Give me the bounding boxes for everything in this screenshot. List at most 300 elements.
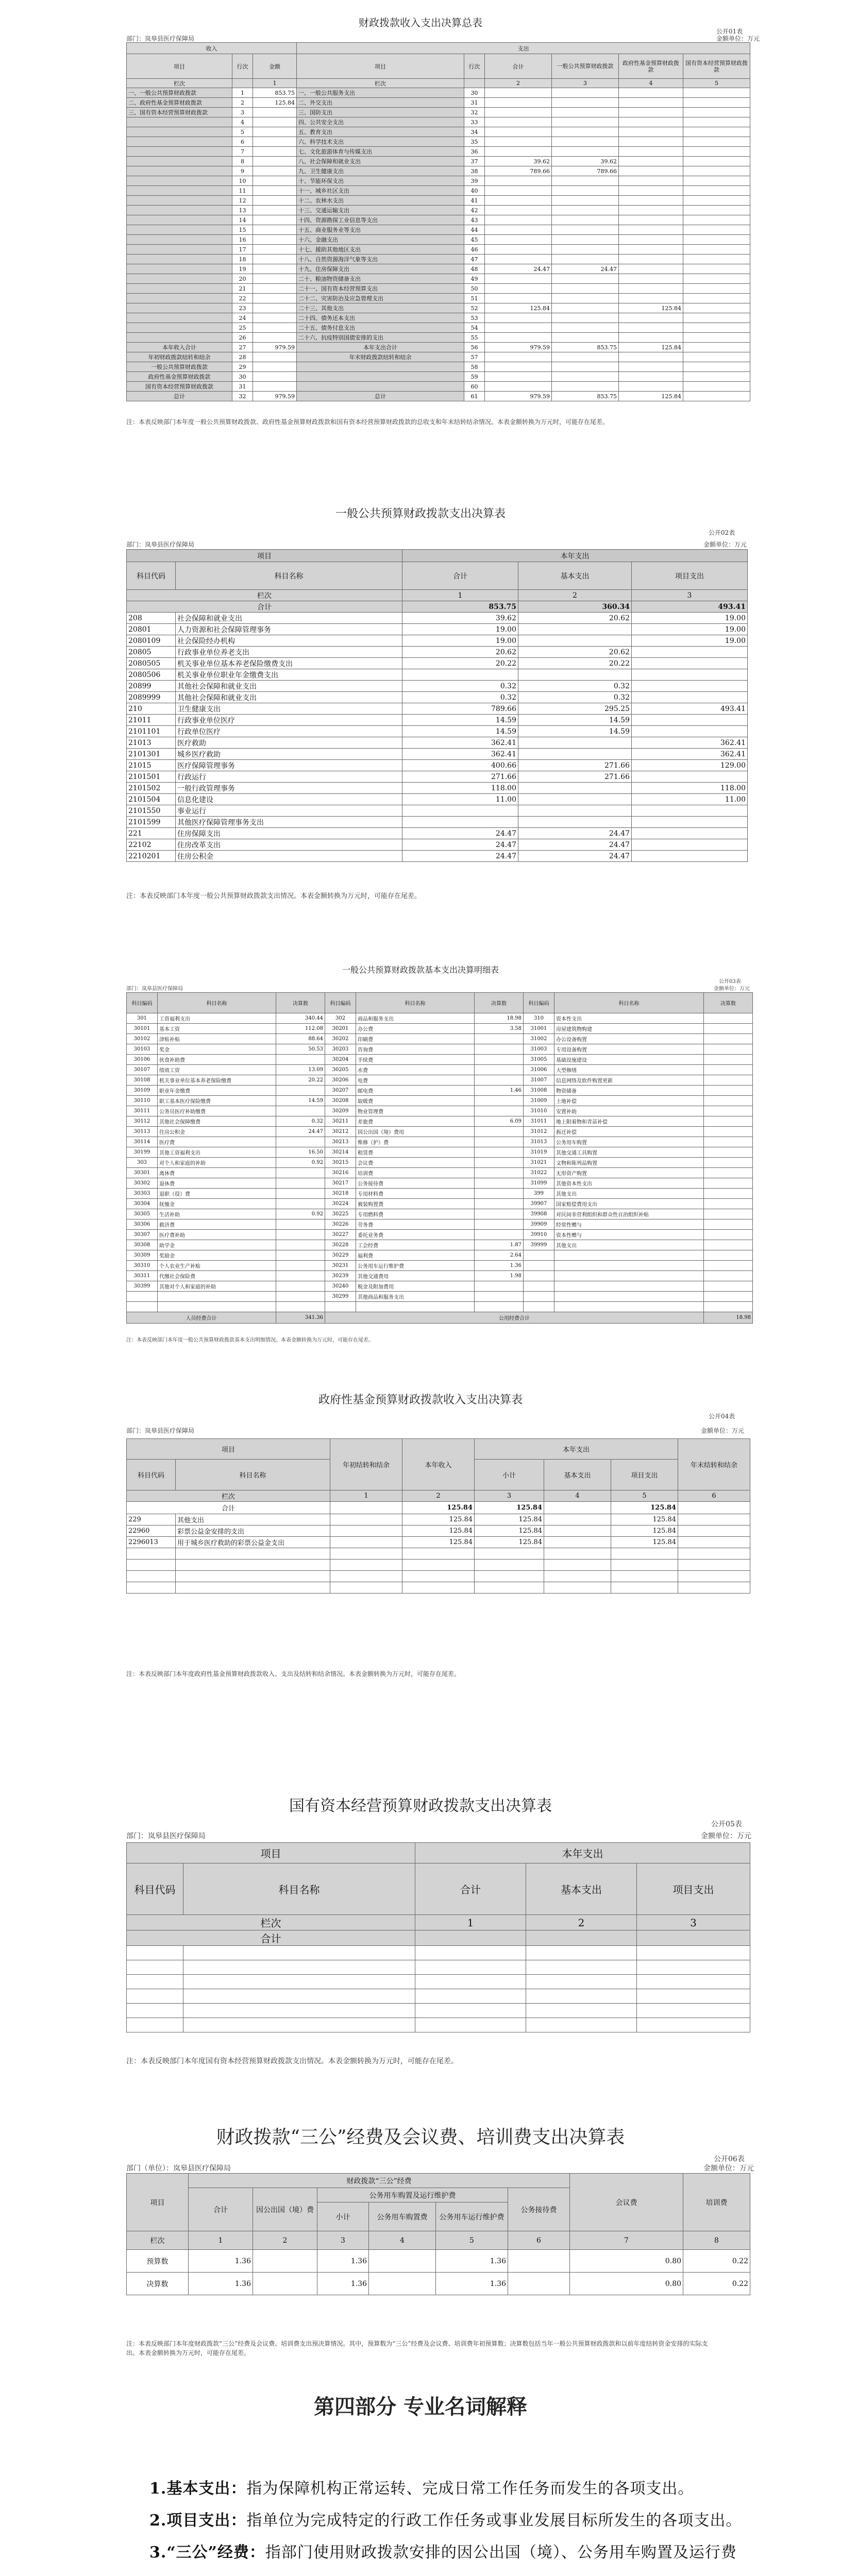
t1-foot-gov	[619, 382, 683, 392]
t3-amt-2	[475, 1189, 524, 1199]
table-row	[127, 1526, 750, 1537]
t3-name-3: 国家赔偿费用支出	[554, 1199, 704, 1209]
t3-code-3: 31003	[524, 1044, 554, 1055]
t3-amt-2	[475, 1044, 524, 1055]
t4-end	[678, 1537, 750, 1548]
t1-h-item2: 项目	[297, 54, 464, 79]
t3-amt-3	[704, 1178, 753, 1189]
t4-income	[402, 1571, 475, 1582]
t1-income-name	[127, 215, 232, 225]
t3-name-1: 抚恤金	[158, 1199, 276, 1209]
t1-foot-left: 国有资本经营预算财政拨款	[127, 382, 232, 392]
t1-foot-total	[485, 362, 552, 372]
t3-name-3: 地上附着物和青苗补偿	[554, 1116, 704, 1127]
t3-amt-3	[704, 1137, 753, 1147]
t1-h-gov: 政府性基金预算财政拨款	[619, 54, 683, 79]
t3-amt-2: 1.98	[475, 1271, 524, 1281]
t1-foot-left: 总计	[127, 392, 232, 401]
t3-code-3: 39910	[524, 1230, 554, 1240]
t1-income-name	[127, 176, 232, 186]
t3-code-1: 30311	[127, 1271, 158, 1281]
t1-expense-row: 46	[464, 245, 485, 255]
table-row	[127, 303, 750, 313]
t3-amt-1	[276, 1137, 325, 1147]
table4-note: 注：本表反映部门本年度政府性基金预算财政拨款收入、支出及结转和结余情况。本表金额转换为万元时，可能存在尾差。	[126, 1670, 461, 1677]
t3-code-3: 39909	[524, 1219, 554, 1230]
table-row	[127, 749, 748, 760]
t1-expense-gov	[619, 294, 683, 303]
t1-income-name	[127, 166, 232, 176]
t2-total: 39.62	[402, 613, 518, 624]
t6-h-abroad: 因公出国（境）费	[253, 2188, 317, 2231]
t4-code	[127, 1560, 176, 1571]
glossary-item	[119, 2505, 742, 2537]
table-row	[127, 805, 748, 817]
t1-income-row: 2	[232, 98, 253, 108]
t3-name-2: 邮电费	[356, 1086, 475, 1096]
t3-amt-3	[704, 1024, 753, 1034]
t2-proj: 19.00	[632, 635, 748, 647]
t1-expense-gen	[552, 176, 619, 186]
t2-total: 11.00	[402, 794, 518, 805]
t4-code: 22960	[127, 1526, 176, 1537]
t3-amt-2	[475, 1230, 524, 1240]
t6-value	[253, 2250, 317, 2273]
t1-expense-total	[485, 274, 552, 284]
table-row	[127, 206, 750, 215]
t1-expense-name: 十二、农林水支出	[297, 196, 464, 206]
t2-basic: 271.66	[518, 771, 632, 783]
t3-amt-2	[475, 1096, 524, 1106]
table-row	[127, 1548, 750, 1560]
t1-income-name	[127, 284, 232, 294]
glossary-text: 指单位为完成特定的行政工作任务或事业发展目标所发生的各项支出。	[246, 2512, 742, 2530]
t4-begin	[330, 1548, 402, 1560]
t3-name-3: 其他交通工具购置	[554, 1147, 704, 1158]
t3-amt-3	[704, 1281, 753, 1292]
t1-expense-total	[485, 225, 552, 235]
t4-begin	[330, 1560, 402, 1571]
t3-amt-1	[276, 1189, 325, 1199]
glossary-list	[119, 2473, 742, 2576]
t3-code-1: 30308	[127, 1240, 158, 1250]
t2-proj	[632, 726, 748, 737]
t2-total: 118.00	[402, 783, 518, 794]
t3-name-3: 土地补偿	[554, 1096, 704, 1106]
t1-income-row: 22	[232, 294, 253, 303]
t1-expense-row: 40	[464, 186, 485, 196]
t3-code-3: 31007	[524, 1075, 554, 1086]
t1-income-row: 5	[232, 127, 253, 137]
t3-amt-3	[704, 1209, 753, 1219]
t2-name: 社会保障和就业支出	[176, 613, 402, 624]
t1-income-row: 20	[232, 274, 253, 284]
t3-name-2: 福利费	[356, 1250, 475, 1261]
t3-h-name-3: 科目名称	[554, 993, 704, 1013]
t3-code-2: 30217	[325, 1178, 356, 1189]
table-row	[127, 1044, 753, 1055]
t2-basic	[518, 635, 632, 647]
table-row	[127, 372, 750, 382]
t3-name-1: 个人农业生产补贴	[158, 1261, 276, 1271]
t3-name-2: 专用材料费	[356, 1189, 475, 1199]
t2-total	[402, 817, 518, 828]
t2-proj: 11.00	[632, 794, 748, 805]
t3-code-2: 302	[325, 1013, 356, 1024]
t3-code-3: 31009	[524, 1096, 554, 1106]
t3-code-2: 30240	[325, 1281, 356, 1292]
t4-col-6: 6	[678, 1490, 750, 1502]
t2-name: 行政运行	[176, 771, 402, 783]
t4-small	[475, 1560, 544, 1571]
table3-note: 注：本表反映部门本年度一般公共预算财政拨款基本支出明细情况。本表金额转换为万元时，可能存在尾差。	[126, 1337, 374, 1343]
t3-amt-2: 1.46	[475, 1086, 524, 1096]
t1-income-amt	[253, 225, 297, 235]
t3-amt-2: 18.98	[475, 1013, 524, 1024]
t6-h-meet: 会议费	[570, 2174, 683, 2231]
t1-expense-name: 一、一般公共服务支出	[297, 88, 464, 98]
t1-expense-gen	[552, 117, 619, 127]
t1-expense-total	[485, 294, 552, 303]
t3-code-2: 30216	[325, 1168, 356, 1178]
table4-unit: 公开04表	[709, 1413, 735, 1420]
t1-expense-state	[683, 235, 750, 245]
t4-name: 彩票公益金安排的支出	[176, 1526, 330, 1537]
t3-code-1	[127, 1292, 158, 1302]
t3-code-1: 30112	[127, 1116, 158, 1127]
t6-col-1: 1	[189, 2231, 253, 2250]
t1-income-amt: 125.84	[253, 98, 297, 108]
t1-expense-state	[683, 127, 750, 137]
t2-basic: 20.62	[518, 647, 632, 658]
t1-expense-row: 36	[464, 147, 485, 157]
table3-org: 部门：岚皋县医疗保障局	[126, 986, 183, 992]
t2-proj	[632, 839, 748, 851]
t1-expense-total	[485, 117, 552, 127]
t2-proj	[632, 715, 748, 726]
t3-amt-1: 0.92	[276, 1158, 325, 1168]
t5-h-name: 科目名称	[183, 1863, 415, 1915]
t1-foot-left-row: 28	[232, 352, 253, 362]
t1-income-row: 18	[232, 255, 253, 264]
t3-name-3: 专用设备购置	[554, 1044, 704, 1055]
t1-expense-total	[485, 196, 552, 206]
t2-total: 362.41	[402, 737, 518, 749]
t1-expense-gen: 39.62	[552, 157, 619, 166]
t2-proj	[632, 771, 748, 783]
t1-expense-total	[485, 215, 552, 225]
t2-name: 其他医疗保障管理事务支出	[176, 817, 402, 828]
t1-expense-gov	[619, 186, 683, 196]
t3-amt-1	[276, 1302, 325, 1312]
t3-name-3: 其他支出	[554, 1240, 704, 1250]
t3-amt-2	[475, 1281, 524, 1292]
t2-h-item: 项目	[127, 550, 402, 562]
t1-expense-state	[683, 166, 750, 176]
t3-code-1: 30305	[127, 1209, 158, 1219]
t2-basic: 14.59	[518, 726, 632, 737]
table6	[126, 2173, 750, 2295]
table-row	[127, 117, 750, 127]
t2-col-2: 2	[518, 590, 632, 601]
table3	[126, 992, 753, 1324]
t2-proj	[632, 658, 748, 669]
t1-expense-total	[485, 98, 552, 108]
t3-code-3	[524, 1250, 554, 1261]
t3-code-1: 30107	[127, 1065, 158, 1075]
t6-h-sangong: 财政拨款“三公”经费	[189, 2174, 570, 2188]
t6-value: 1.36	[317, 2273, 369, 2295]
t3-amt-3	[704, 1271, 753, 1281]
table6-title: 财政拨款“三公”经费及会议费、培训费支出决算表	[216, 2127, 625, 2148]
t1-income-amt	[253, 108, 297, 117]
t2-total	[402, 669, 518, 681]
t1-expense-total	[485, 127, 552, 137]
t4-begin	[330, 1582, 402, 1594]
t3-name-2: 因公出国（境）费用	[356, 1127, 475, 1137]
t1-foot-left-row: 27	[232, 343, 253, 352]
table-row	[127, 1034, 753, 1044]
t2-proj	[632, 681, 748, 692]
t4-proj	[611, 1582, 678, 1594]
t4-col-4: 4	[544, 1490, 611, 1502]
t2-name: 信息化建设	[176, 794, 402, 805]
t3-name-3	[554, 1250, 704, 1261]
t1-income-row: 8	[232, 157, 253, 166]
t2-basic: 20.22	[518, 658, 632, 669]
section-general-budget-expense	[0, 453, 841, 917]
table-row	[127, 794, 748, 805]
t1-expense-total	[485, 206, 552, 215]
t2-code: 2089999	[127, 692, 176, 703]
t4-col-2: 2	[402, 1490, 475, 1502]
t6-col-4: 4	[369, 2231, 436, 2250]
t1-foot-gen: 853.75	[552, 343, 619, 352]
section-three-public	[0, 2092, 841, 2380]
t2-code: 21013	[127, 737, 176, 749]
table-row	[127, 1137, 753, 1147]
t1-expense-total	[485, 235, 552, 245]
t1-expense-gen	[552, 108, 619, 117]
t3-amt-2	[475, 1199, 524, 1209]
table-row	[127, 1261, 753, 1271]
t6-col-6: 6	[508, 2231, 570, 2250]
t1-income-name	[127, 127, 232, 137]
table-row	[127, 1178, 753, 1189]
t2-h-cur: 本年支出	[402, 550, 748, 562]
t1-expense-state	[683, 88, 750, 98]
t4-proj: 125.84	[611, 1537, 678, 1548]
t1-expense-state	[683, 303, 750, 313]
t3-code-2: 30209	[325, 1106, 356, 1116]
t3-code-2: 30202	[325, 1034, 356, 1044]
table-row	[127, 737, 748, 749]
t1-expense-gov	[619, 196, 683, 206]
t3-amt-3	[704, 1261, 753, 1271]
t1-income-amt	[253, 303, 297, 313]
t1-foot-left-amt: 979.59	[253, 392, 297, 401]
t3-name-1: 生活补助	[158, 1209, 276, 1219]
t1-expense-gov	[619, 157, 683, 166]
t4-sum-small: 125.84	[475, 1502, 544, 1514]
t1-expense-state	[683, 108, 750, 117]
table-row	[127, 1571, 750, 1582]
t1-income-name	[127, 294, 232, 303]
t3-code-1: 30307	[127, 1230, 158, 1240]
table-row	[127, 382, 750, 392]
t1-income-name	[127, 255, 232, 264]
t2-name: 行政单位医疗	[176, 726, 402, 737]
t1-expense-state	[683, 147, 750, 157]
t3-amt-3	[704, 1158, 753, 1168]
t2-name: 卫生健康支出	[176, 703, 402, 715]
t4-begin	[330, 1514, 402, 1526]
t3-name-2: 委托业务费	[356, 1230, 475, 1240]
t1-foot-left: 政府性基金预算财政拨款	[127, 372, 232, 382]
t1-foot-right-row: 56	[464, 343, 485, 352]
t3-name-1: 退职（役）费	[158, 1189, 276, 1199]
t4-small	[475, 1571, 544, 1582]
t1-h-gen: 一般公共预算财政拨款	[552, 54, 619, 79]
t4-name	[176, 1548, 330, 1560]
t1-expense-row: 35	[464, 137, 485, 147]
t3-name-2: 租赁费	[356, 1147, 475, 1158]
t1-foot-state	[683, 352, 750, 362]
table-row	[127, 294, 750, 303]
t1-expense-row: 32	[464, 108, 485, 117]
t2-code: 20801	[127, 624, 176, 635]
t2-h-total: 合计	[402, 562, 518, 590]
t1-expense-name: 二十、粮油物资储备支出	[297, 274, 464, 284]
t1-expense-name: 十八、自然资源海洋气象等支出	[297, 255, 464, 264]
t3-name-3: 办公设备购置	[554, 1034, 704, 1044]
table2-note: 注：本表反映部门本年度一般公共预算财政拨款支出情况。本表金额转换为万元时，可能存在尾差。	[126, 892, 422, 900]
t3-amt-1	[276, 1106, 325, 1116]
t2-name: 行政事业单位医疗	[176, 715, 402, 726]
t2-name: 人力资源和社会保障管理事务	[176, 624, 402, 635]
t1-expense-row: 52	[464, 303, 485, 313]
t3-amt-2: 6.09	[475, 1116, 524, 1127]
t1-income-name	[127, 117, 232, 127]
t3-code-3: 31006	[524, 1065, 554, 1075]
t2-basic	[518, 817, 632, 828]
t3-code-2: 30214	[325, 1147, 356, 1158]
t1-foot-gen	[552, 352, 619, 362]
t2-code: 2101599	[127, 817, 176, 828]
t1-expense-row: 47	[464, 255, 485, 264]
t1-foot-left: 一般公共预算财政拨款	[127, 362, 232, 372]
t2-basic: 20.62	[518, 613, 632, 624]
t2-code: 2101550	[127, 805, 176, 817]
t4-proj	[611, 1571, 678, 1582]
t1-expense-gen	[552, 98, 619, 108]
t1-foot-right	[297, 362, 464, 372]
t1-foot-right	[297, 382, 464, 392]
t6-col-5: 5	[436, 2231, 508, 2250]
t3-name-3: 资本性赠与	[554, 1230, 704, 1240]
t6-value	[369, 2250, 436, 2273]
t4-begin	[330, 1526, 402, 1537]
t1-income-name	[127, 186, 232, 196]
t3-h-amt-1: 决算数	[276, 993, 325, 1013]
t4-proj	[611, 1548, 678, 1560]
t2-code: 2101502	[127, 783, 176, 794]
t4-h-basic: 基本支出	[544, 1460, 611, 1490]
t6-h-item: 项目	[127, 2174, 189, 2231]
t3-code-2	[325, 1302, 356, 1312]
table-row	[127, 333, 750, 343]
t1-h-col2: 栏次	[297, 79, 464, 88]
t2-basic: 0.32	[518, 692, 632, 703]
t1-expense-state	[683, 225, 750, 235]
t4-income	[402, 1560, 475, 1571]
t1-income-name	[127, 196, 232, 206]
t2-total: 19.00	[402, 635, 518, 647]
t3-code-1: 30110	[127, 1096, 158, 1106]
t1-expense-state	[683, 196, 750, 206]
t1-income-amt	[253, 215, 297, 225]
t5-h-basic: 基本支出	[526, 1863, 637, 1915]
t1-income-row: 26	[232, 333, 253, 343]
t6-h-small: 小计	[317, 2202, 369, 2231]
t2-proj	[632, 805, 748, 817]
t2-total: 20.22	[402, 658, 518, 669]
table4-title: 政府性基金预算财政拨款收入支出决算表	[318, 1394, 523, 1406]
t3-name-1: 奖金	[158, 1044, 276, 1055]
table-row	[127, 1158, 753, 1168]
t4-begin	[330, 1571, 402, 1582]
t4-proj	[611, 1560, 678, 1571]
t6-value: 0.22	[683, 2273, 750, 2295]
t1-expense-gen	[552, 333, 619, 343]
t4-code	[127, 1571, 176, 1582]
t1-expense-gen	[552, 137, 619, 147]
t3-name-2: 物业管理费	[356, 1106, 475, 1116]
glossary-item	[119, 2537, 742, 2576]
t3-name-2: 办公费	[356, 1024, 475, 1034]
t2-sum-proj: 493.41	[632, 601, 748, 613]
t2-proj	[632, 851, 748, 862]
table2	[126, 549, 748, 862]
t4-basic	[544, 1514, 611, 1526]
t1-expense-gen	[552, 127, 619, 137]
t1-income-row: 7	[232, 147, 253, 157]
t3-amt-1: 112.08	[276, 1024, 325, 1034]
t3-code-2: 30226	[325, 1219, 356, 1230]
t3-amt-3	[704, 1106, 753, 1116]
t3-name-3: 安置补助	[554, 1106, 704, 1116]
t6-row-label: 决算数	[127, 2273, 189, 2295]
t1-income-row: 19	[232, 264, 253, 274]
t1-income-name	[127, 235, 232, 245]
table-row	[127, 1086, 753, 1096]
t2-basic	[518, 805, 632, 817]
table1-org: 部门：岚皋县医疗保障局	[126, 35, 195, 42]
t6-value: 1.36	[317, 2250, 369, 2273]
t1-expense-row: 49	[464, 274, 485, 284]
t4-small: 125.84	[475, 1526, 544, 1537]
t3-public-total: 18.98	[704, 1312, 753, 1324]
t3-name-1: 其他对个人和家庭的补助	[158, 1281, 276, 1292]
glossary-term: 2.项目支出：	[149, 2512, 247, 2530]
t3-name-2: 印刷费	[356, 1034, 475, 1044]
table6-unit: 公开06表	[714, 2155, 745, 2163]
table1-title: 财政拨款收入支出决算总表	[359, 16, 482, 29]
t1-foot-gov	[619, 362, 683, 372]
t1-foot-left-row: 29	[232, 362, 253, 372]
t4-end	[678, 1560, 750, 1571]
t3-code-3: 31019	[524, 1147, 554, 1158]
